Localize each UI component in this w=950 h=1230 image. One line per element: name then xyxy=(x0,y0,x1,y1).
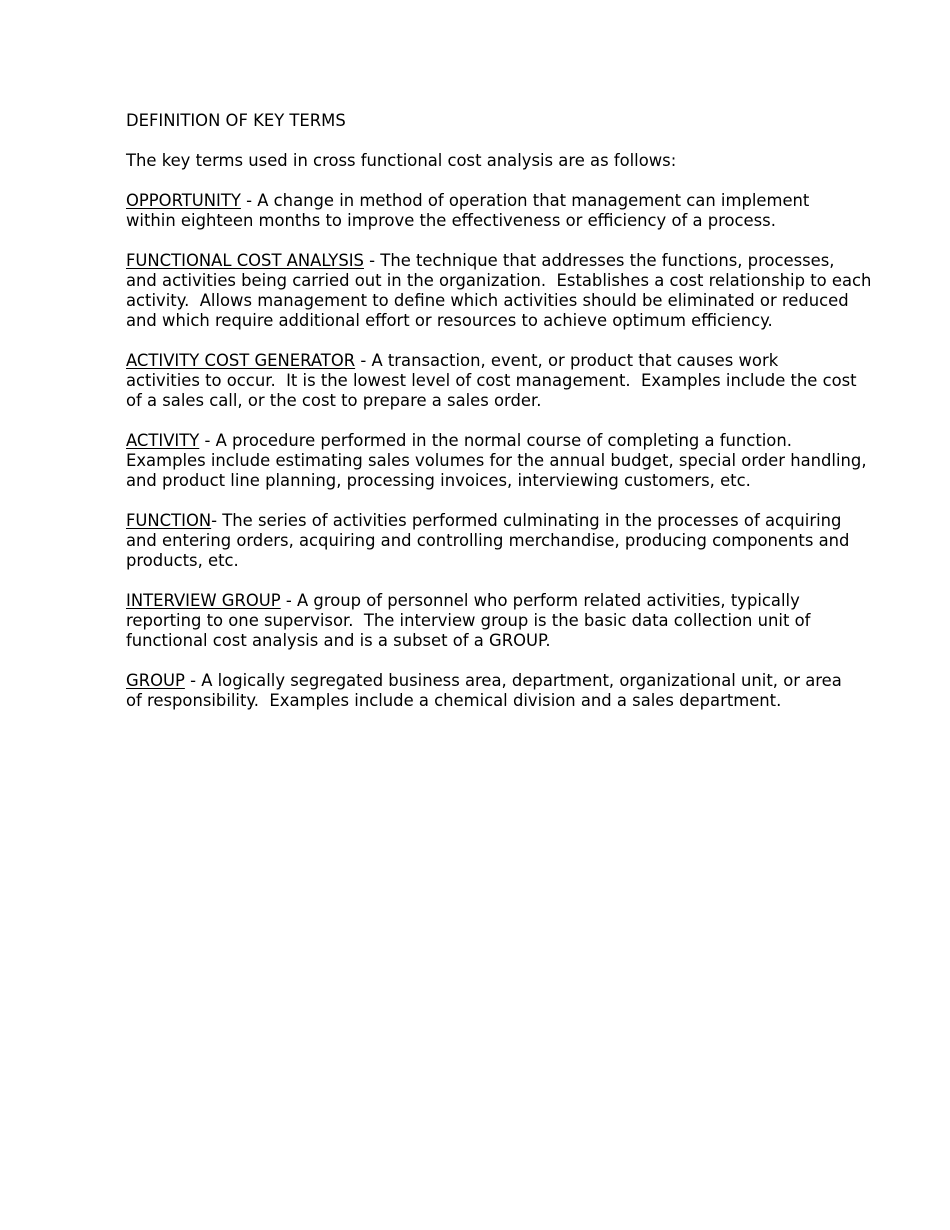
definition-line xyxy=(126,431,926,451)
term-label: FUNCTION xyxy=(126,511,212,530)
definition-line xyxy=(126,671,926,691)
definition-line: functional cost analysis and is a subset of a GROUP. xyxy=(126,631,551,650)
definition-line xyxy=(126,511,926,531)
definition-line: and which require additional effort or resources to achieve optimum efficiency. xyxy=(126,311,773,330)
definition-line: of responsibility. Examples include a chemical division and a sales department. xyxy=(126,691,782,710)
term-label: OPPORTUNITY xyxy=(126,191,241,210)
term-label: ACTIVITY COST GENERATOR xyxy=(126,351,356,370)
definition-text: - A logically segregated business area, department, organizational unit, or area xyxy=(184,671,842,690)
definition-line xyxy=(126,191,926,211)
definition-line: reporting to one supervisor. The interview group is the basic data collection unit of xyxy=(126,611,811,630)
definition-line: within eighteen months to improve the effectiveness or efficiency of a process. xyxy=(126,211,776,230)
definition-line: products, etc. xyxy=(126,551,239,570)
definition-text: - A change in method of operation that management can implement xyxy=(240,191,810,210)
definition-functional-cost-analysis xyxy=(126,251,926,331)
definition-activity-cost-generator xyxy=(126,351,926,411)
definition-line xyxy=(126,591,926,611)
document-heading: DEFINITION OF KEY TERMS xyxy=(126,111,346,130)
definition-group xyxy=(126,671,926,711)
definition-interview-group xyxy=(126,591,926,651)
intro-paragraph: The key terms used in cross functional cost analysis are as follows: xyxy=(126,151,677,170)
definition-line: of a sales call, or the cost to prepare a sales order. xyxy=(126,391,542,410)
definition-line xyxy=(126,251,926,271)
definition-activity xyxy=(126,431,926,491)
term-label: FUNCTIONAL COST ANALYSIS xyxy=(126,251,364,270)
definition-text: - The series of activities performed culminating in the processes of acquiring xyxy=(211,511,842,530)
definition-line: and entering orders, acquiring and controlling merchandise, producing components and xyxy=(126,531,850,550)
term-label: GROUP xyxy=(126,671,185,690)
definition-line: and product line planning, processing invoices, interviewing customers, etc. xyxy=(126,471,751,490)
definition-line: activity. Allows management to define which activities should be eliminated or reduced xyxy=(126,291,849,310)
definition-line: activities to occur. It is the lowest level of cost management. Examples include the cost xyxy=(126,371,857,390)
definition-text: - A procedure performed in the normal course of completing a function. xyxy=(199,431,792,450)
definition-text: - A transaction, event, or product that causes work xyxy=(355,351,779,370)
definition-line: and activities being carried out in the organization. Establishes a cost relationship to each xyxy=(126,271,872,290)
definition-line xyxy=(126,351,926,371)
definition-opportunity xyxy=(126,191,926,231)
term-label: INTERVIEW GROUP xyxy=(126,591,281,610)
document-page xyxy=(126,111,926,731)
definition-function xyxy=(126,511,926,571)
term-label: ACTIVITY xyxy=(126,431,200,450)
definition-text: - The technique that addresses the functions, processes, xyxy=(363,251,835,270)
definition-line: Examples include estimating sales volumes for the annual budget, special order handling, xyxy=(126,451,867,470)
definition-text: - A group of personnel who perform related activities, typically xyxy=(280,591,800,610)
